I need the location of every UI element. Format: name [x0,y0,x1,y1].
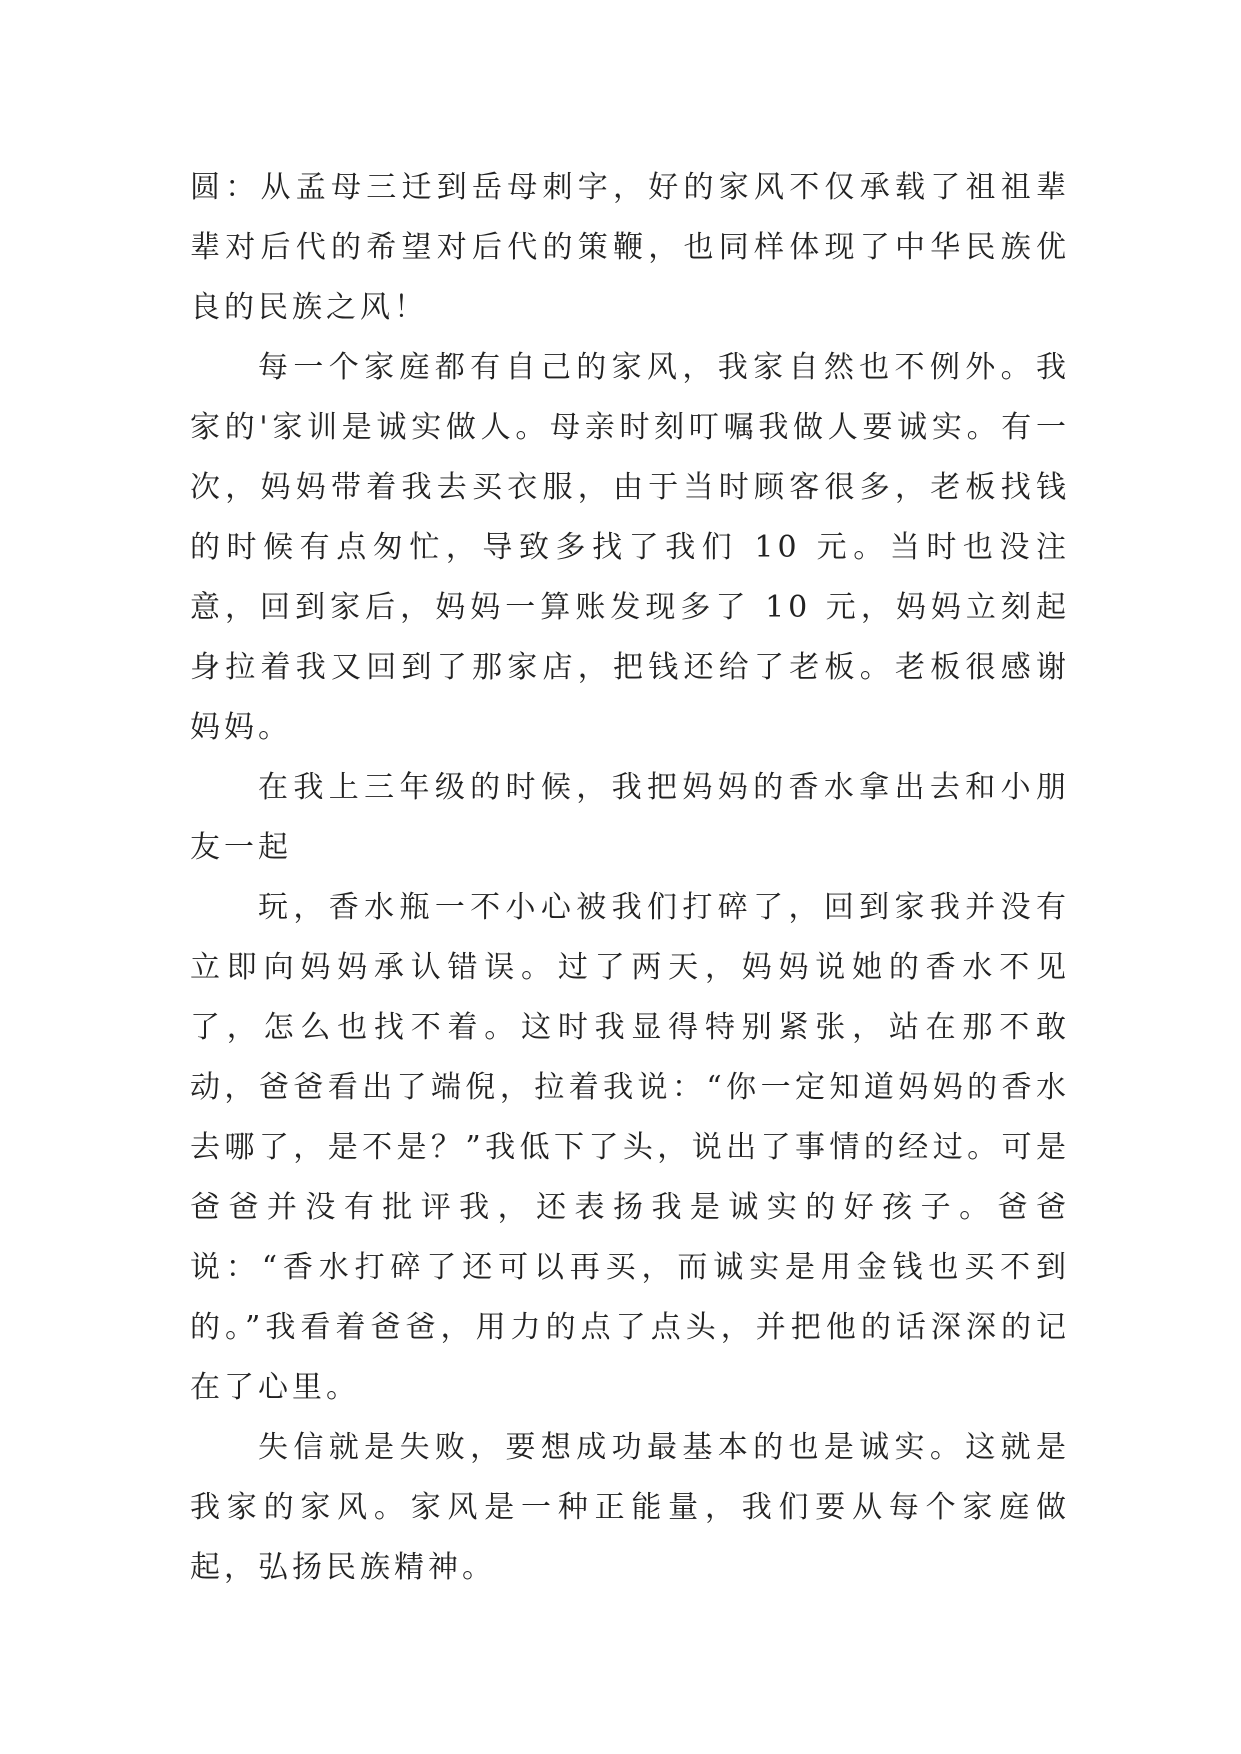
paragraph-2: 每一个家庭都有自己的家风，我家自然也不例外。我家的'家训是诚实做人。母亲时刻叮嘱我做人要诚实。有一次，妈妈带着我去买衣服，由于当时顾客很多，老板找钱的时候有点匆忙，导致多找了我们 10 元。当时也没注意，回到家后，妈妈一算账发现多了 10 元，妈妈立刻起身拉着我又回到了那家店，把钱还给了老板。老板很感谢妈妈。 [190,350,1070,745]
paragraph-5: 失信就是失败，要想成功最基本的也是诚实。这就是我家的家风。家风是一种正能量，我们要从每个家庭做起，弘扬民族精神。 [190,1430,1070,1585]
paragraph-1: 圆：从孟母三迁到岳母刺字，好的家风不仅承载了祖祖辈辈对后代的希望对后代的策鞭，也同样体现了中华民族优良的民族之风！ [190,170,1070,325]
paragraph-4: 玩，香水瓶一不小心被我们打碎了，回到家我并没有立即向妈妈承认错误。过了两天，妈妈说她的香水不见了，怎么也找不着。这时我显得特别紧张，站在那不敢动，爸爸看出了端倪，拉着我说：“你一定知道妈妈的香水去哪了，是不是？”我低下了头，说出了事情的经过。可是爸爸并没有批评我，还表扬我是诚实的好孩子。爸爸说：“香水打碎了还可以再买，而诚实是用金钱也买不到的。”我看着爸爸，用力的点了点头，并把他的话深深的记在了心里。 [190,890,1070,1405]
document-body [190,158,1070,1598]
paragraph-3: 在我上三年级的时候，我把妈妈的香水拿出去和小朋友一起 [190,770,1070,865]
